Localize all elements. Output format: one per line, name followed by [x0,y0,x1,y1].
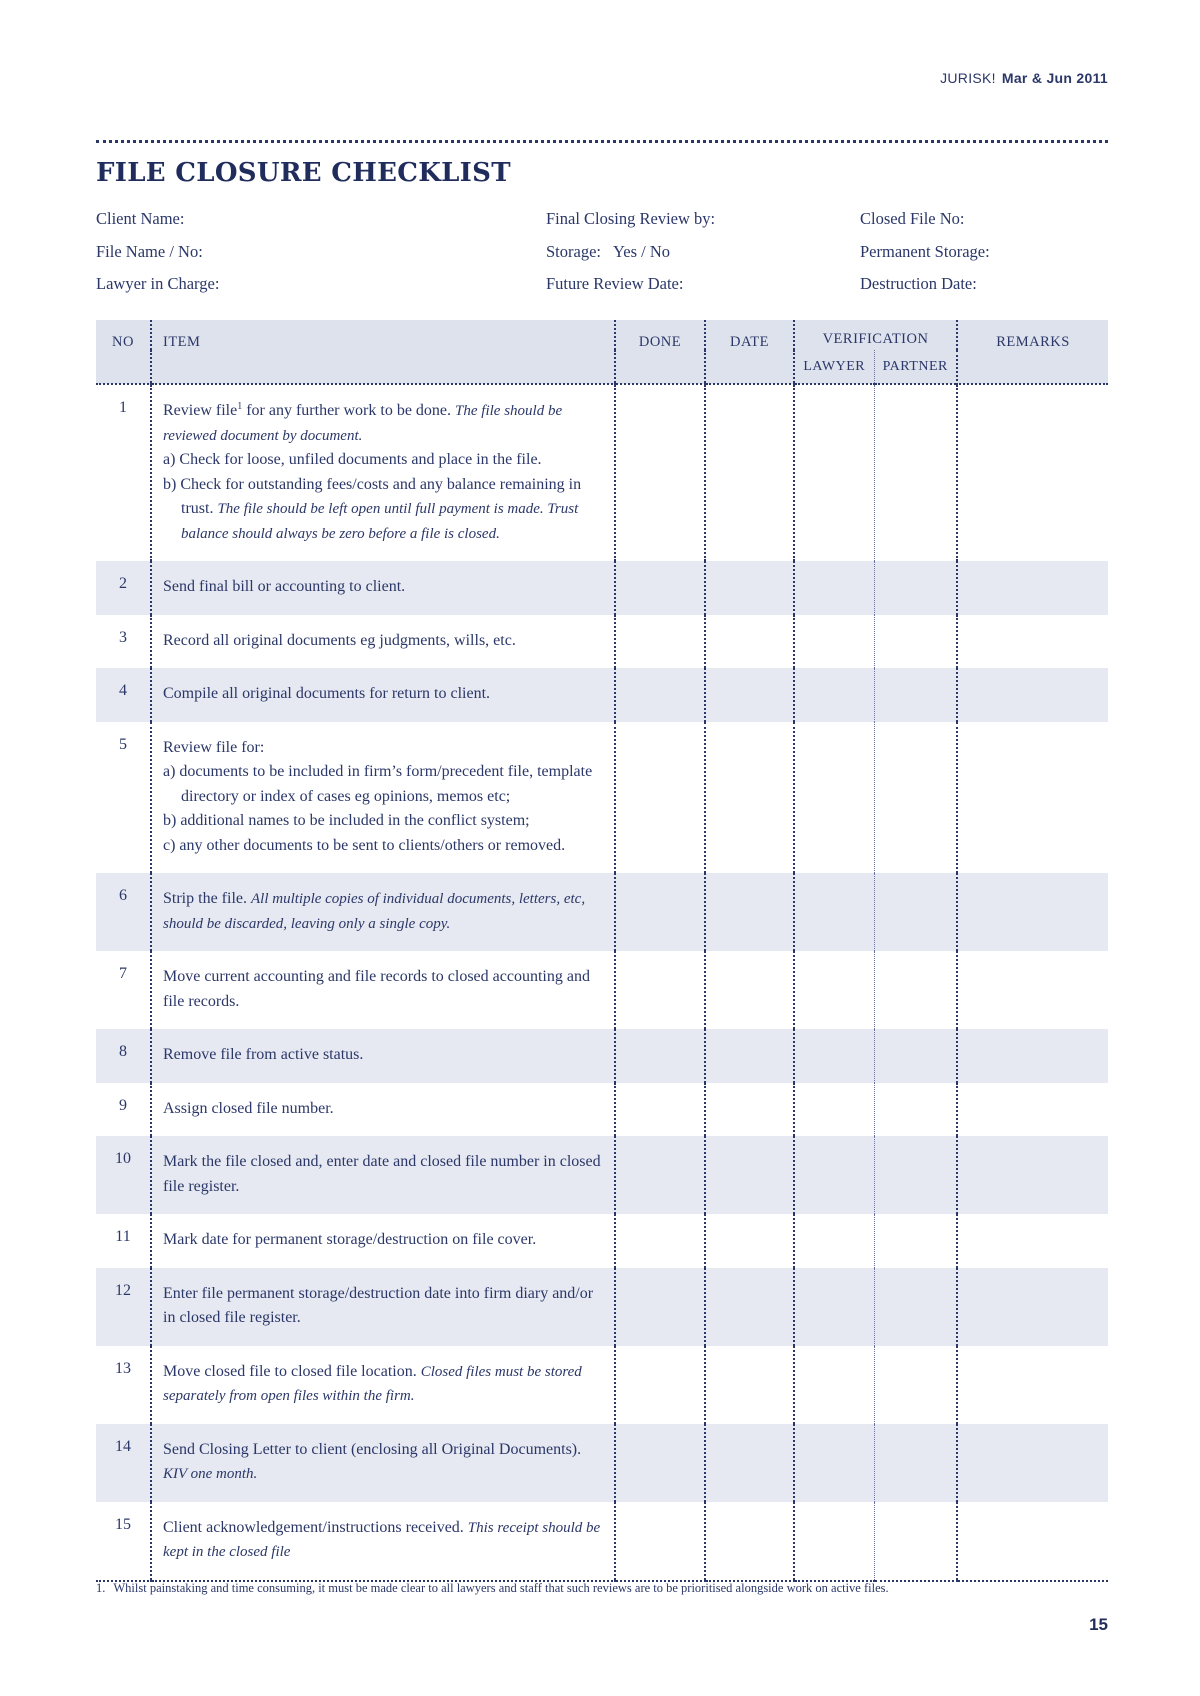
sub-item-b: b) Check for outstanding fees/costs and any balance remaining in trust. The file should be left open until full payment is made. Trust balance should always be zero before a file is closed. [163,475,582,542]
storage-field [546,242,715,275]
table-row [96,1214,1108,1268]
lawyer-cell[interactable] [794,1214,874,1268]
footnote [96,1581,1108,1596]
client-name-label: Client Name: [96,209,185,228]
row-item-text-cont: for any further work to be done. [242,402,452,419]
row-item [151,1214,615,1268]
date-cell[interactable] [705,873,794,951]
row-item-note: All multiple copies of individual documents, letters, etc, should be discarded, leaving only a single copy. [163,891,586,932]
lawyer-cell[interactable] [794,1136,874,1214]
top-dotted-rule [96,140,1108,143]
partner-cell[interactable] [874,668,957,722]
file-name-label: File Name / No: [96,241,203,261]
remarks-cell[interactable] [957,1268,1108,1346]
lawyer-cell[interactable] [794,384,874,561]
row-number: 6 [96,873,151,951]
table-row [96,668,1108,722]
lawyer-cell[interactable] [794,722,874,874]
table-row [96,615,1108,669]
row-item [151,1424,615,1502]
file-details-column-2 [546,209,715,307]
done-cell[interactable] [615,1029,705,1083]
row-item-note: Closed files must be stored separately from open files within the firm. [163,1363,582,1404]
future-review-label: Future Review Date: [546,274,684,293]
date-cell[interactable] [705,561,794,615]
row-item-text: Review file for: [163,738,265,756]
partner-cell[interactable] [874,1346,957,1424]
lawyer-cell[interactable] [794,561,874,615]
table-row [96,1346,1108,1424]
table-row [96,1083,1108,1137]
table-row [96,1029,1108,1083]
row-item-text: Record all original documents eg judgments, wills, etc. [163,631,516,649]
done-cell[interactable] [615,384,705,561]
partner-cell[interactable] [874,1424,957,1502]
lawyer-in-charge-label: Lawyer in Charge: [96,274,220,293]
remarks-cell[interactable] [957,1424,1108,1502]
date-cell[interactable] [705,615,794,669]
row-item [151,384,615,561]
lawyer-cell[interactable] [794,1346,874,1424]
row-item-note: KIV one month. [163,1466,258,1482]
lawyer-cell[interactable] [794,1268,874,1346]
date-cell[interactable] [705,951,794,1029]
date-cell[interactable] [705,1424,794,1502]
header-remarks: REMARKS [957,320,1108,384]
sub-item-a: a) Check for loose, unfiled documents and place in the file. [163,451,542,468]
row-item [151,561,615,615]
remarks-cell[interactable] [957,722,1108,874]
done-cell[interactable] [615,1136,705,1214]
row-number: 13 [115,1359,131,1377]
date-cell[interactable] [705,1083,794,1137]
date-cell[interactable] [705,1214,794,1268]
partner-cell[interactable] [874,384,957,561]
page-number: 15 [1089,1615,1108,1634]
row-item-note: The file should be reviewed document by document. [163,403,563,444]
page-title: FILE CLOSURE CHECKLIST [96,158,511,188]
row-item-text: Mark the file closed and, enter date and closed file number in closed file register. [163,1153,601,1195]
sub-item-b: b) additional names to be included in the conflict system; [163,812,530,829]
row-item-text: Send final bill or accounting to client. [163,578,406,595]
date-cell[interactable] [705,1136,794,1214]
header-done: DONE [615,320,705,384]
row-item-text: Move current accounting and file records to closed accounting and file records. [163,968,590,1010]
partner-cell[interactable] [874,1214,957,1268]
done-cell[interactable] [615,722,705,874]
storage-value: Yes / No [613,241,671,261]
remarks-cell[interactable] [957,384,1108,561]
row-item-text: Send Closing Letter to client (enclosing all Original Documents). [163,1440,582,1458]
table-row [96,1268,1108,1346]
row-number: 2 [96,561,151,615]
header-no: NO [96,320,151,384]
final-review-label: Final Closing Review by: [546,209,716,228]
row-number: 9 [119,1096,127,1114]
lawyer-cell[interactable] [794,668,874,722]
row-number: 1 [119,399,127,416]
date-cell[interactable] [705,668,794,722]
lawyer-cell[interactable] [794,1029,874,1083]
done-cell[interactable] [615,1424,705,1502]
done-cell[interactable] [615,615,705,669]
partner-cell[interactable] [874,1502,957,1581]
done-cell[interactable] [615,1268,705,1346]
remarks-cell[interactable] [957,1502,1108,1581]
remarks-cell[interactable] [957,1029,1108,1083]
sub-item-b-note: The file should be left open until full payment is made. Trust balance should always be zero before a file is closed. [181,501,579,542]
lawyer-cell[interactable] [794,1424,874,1502]
partner-cell[interactable] [874,722,957,874]
row-item [151,1083,615,1137]
remarks-cell[interactable] [957,1346,1108,1424]
row-number: 11 [115,1228,131,1245]
row-number: 4 [96,668,151,722]
footnote-text: Whilst painstaking and time consuming, it must be made clear to all lawyers and staff that such reviews are to be prioritised alongside work on active files. [113,1581,889,1595]
date-cell[interactable] [705,1346,794,1424]
remarks-cell[interactable] [957,951,1108,1029]
closed-file-no-label: Closed File No: [860,209,965,228]
table-row [96,561,1108,615]
partner-cell[interactable] [874,1029,957,1083]
row-item-text: Mark date for permanent storage/destruction on file cover. [163,1231,537,1248]
row-item-text: Enter file permanent storage/destruction date into firm diary and/or in closed file register. [163,1284,594,1326]
row-item-note: This receipt should be kept in the closed file [163,1519,601,1560]
row-item [151,1346,615,1424]
row-item [151,1502,615,1581]
issue-date: Mar & Jun 2011 [1001,70,1108,86]
row-item-text: Move closed file to closed file location. [163,1362,417,1380]
partner-cell[interactable] [874,1083,957,1137]
storage-label: Storage: [546,241,601,261]
row-number: 5 [119,735,127,753]
footnote-number: 1. [96,1581,106,1595]
row-item [151,722,615,874]
row-number: 3 [119,628,127,646]
partner-cell[interactable] [874,561,957,615]
footnote-ref: 1 [237,401,243,412]
done-cell[interactable] [615,1346,705,1424]
remarks-cell[interactable] [957,1214,1108,1268]
lawyer-cell[interactable] [794,1083,874,1137]
row-item-text: Compile all original documents for return to client. [163,685,491,702]
lawyer-cell[interactable] [794,615,874,669]
header-date: DATE [705,320,794,384]
remarks-cell[interactable] [957,1083,1108,1137]
remarks-cell[interactable] [957,1136,1108,1214]
row-item [151,873,615,951]
remarks-cell[interactable] [957,561,1108,615]
lawyer-cell[interactable] [794,1502,874,1581]
row-item [151,1029,615,1083]
row-number: 8 [96,1029,151,1083]
done-cell[interactable] [615,951,705,1029]
table-row [96,1502,1108,1581]
remarks-cell[interactable] [957,615,1108,669]
destruction-date-label: Destruction Date: [860,274,977,293]
row-number: 12 [96,1268,151,1346]
row-item [151,1268,615,1346]
row-item [151,668,615,722]
lawyer-cell[interactable] [794,873,874,951]
date-cell[interactable] [705,384,794,561]
row-item [151,615,615,669]
row-number: 15 [96,1502,151,1581]
row-item-text: Strip the file. [163,890,247,907]
header-lawyer: LAWYER [794,350,874,384]
row-item-text: Review file [163,402,238,419]
permanent-storage-label: Permanent Storage: [860,241,990,261]
row-number: 14 [96,1424,151,1502]
row-item [151,951,615,1029]
table-row [96,951,1108,1029]
remarks-cell[interactable] [957,668,1108,722]
lawyer-cell[interactable] [794,951,874,1029]
row-number: 10 [96,1136,151,1214]
running-header [940,70,1108,86]
partner-cell[interactable] [874,1268,957,1346]
partner-cell[interactable] [874,873,957,951]
done-cell[interactable] [615,873,705,951]
table-row [96,384,1108,561]
done-cell[interactable] [615,561,705,615]
file-details-column-3 [860,209,990,307]
table-row [96,873,1108,951]
done-cell[interactable] [615,1083,705,1137]
publication-name: JURISK! [940,70,996,86]
row-item-text: Assign closed file number. [163,1099,334,1117]
header-verification: VERIFICATION [794,320,957,350]
sub-item-c: c) any other documents to be sent to clients/others or removed. [163,836,566,854]
header-partner: PARTNER [874,350,957,384]
row-item-text: Client acknowledgement/instructions received. [163,1518,464,1536]
date-cell[interactable] [705,722,794,874]
table-row [96,1424,1108,1502]
partner-cell[interactable] [874,615,957,669]
done-cell[interactable] [615,668,705,722]
date-cell[interactable] [705,1029,794,1083]
file-details-column-1 [96,209,219,307]
row-item [151,1136,615,1214]
row-number: 7 [119,965,127,982]
remarks-cell[interactable] [957,873,1108,951]
checklist-table [96,320,1108,1582]
table-row [96,1136,1108,1214]
header-item: ITEM [151,320,615,384]
done-cell[interactable] [615,1214,705,1268]
partner-cell[interactable] [874,951,957,1029]
sub-item-a: a) documents to be included in firm’s form/precedent file, template directory or index of cases eg opinions, memos etc; [163,763,593,805]
table-row [96,722,1108,874]
file-details [96,209,1108,301]
done-cell[interactable] [615,1502,705,1581]
partner-cell[interactable] [874,1136,957,1214]
date-cell[interactable] [705,1502,794,1581]
row-item-text: Remove file from active status. [163,1046,364,1063]
date-cell[interactable] [705,1268,794,1346]
